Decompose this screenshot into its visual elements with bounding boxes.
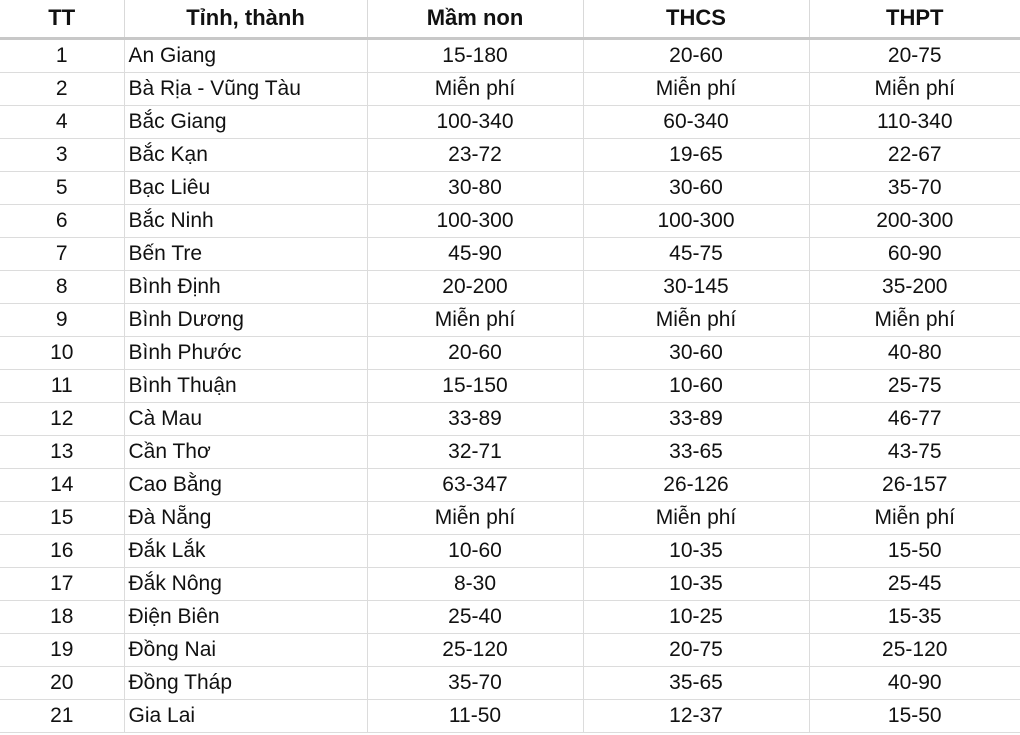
cell-province[interactable]: Đắk Nông xyxy=(124,568,367,601)
cell-province[interactable]: Bà Rịa - Vũng Tàu xyxy=(124,73,367,106)
cell-preschool[interactable]: 23-72 xyxy=(367,139,583,172)
cell-thcs[interactable]: 30-145 xyxy=(583,271,809,304)
cell-tt[interactable]: 5 xyxy=(0,172,124,205)
cell-preschool[interactable]: 30-80 xyxy=(367,172,583,205)
cell-tt[interactable]: 7 xyxy=(0,238,124,271)
cell-preschool[interactable]: Miễn phí xyxy=(367,502,583,535)
cell-tt[interactable]: 14 xyxy=(0,469,124,502)
header-cell-province[interactable]: Tỉnh, thành xyxy=(124,0,367,38)
cell-thpt[interactable]: 25-45 xyxy=(809,568,1020,601)
table-header xyxy=(0,0,1020,39)
cell-tt[interactable]: 16 xyxy=(0,535,124,568)
cell-thcs[interactable]: 33-89 xyxy=(583,403,809,436)
cell-province[interactable]: Bạc Liêu xyxy=(124,172,367,205)
cell-province[interactable]: Bắc Giang xyxy=(124,106,367,139)
cell-preschool[interactable]: 35-70 xyxy=(367,667,583,700)
cell-thpt[interactable]: Miễn phí xyxy=(809,73,1020,106)
cell-thpt[interactable]: 26-157 xyxy=(809,469,1020,502)
cell-province[interactable]: Cao Bằng xyxy=(124,469,367,502)
cell-tt[interactable]: 11 xyxy=(0,370,124,403)
cell-tt[interactable]: 15 xyxy=(0,502,124,535)
cell-thcs[interactable]: 33-65 xyxy=(583,436,809,469)
table-row xyxy=(0,370,1020,403)
header-cell-preschool[interactable]: Mầm non xyxy=(367,0,583,38)
cell-preschool[interactable]: 25-40 xyxy=(367,601,583,634)
cell-thpt[interactable]: 40-90 xyxy=(809,667,1020,700)
cell-province[interactable]: Cà Mau xyxy=(124,403,367,436)
cell-province[interactable]: Bình Phước xyxy=(124,337,367,370)
cell-thpt[interactable]: 25-120 xyxy=(809,634,1020,667)
cell-thcs[interactable]: 26-126 xyxy=(583,469,809,502)
table-row xyxy=(0,502,1020,535)
cell-province[interactable]: Đồng Tháp xyxy=(124,667,367,700)
header-cell-thcs[interactable]: THCS xyxy=(583,0,809,38)
header-cell-thpt[interactable]: THPT xyxy=(809,0,1020,38)
table-row xyxy=(0,667,1020,700)
cell-province[interactable]: Đà Nẵng xyxy=(124,502,367,535)
table-row xyxy=(0,73,1020,106)
cell-thcs[interactable]: 19-65 xyxy=(583,139,809,172)
cell-thcs[interactable]: 100-300 xyxy=(583,205,809,238)
cell-province[interactable]: Bắc Ninh xyxy=(124,205,367,238)
cell-thpt[interactable]: 200-300 xyxy=(809,205,1020,238)
cell-thcs[interactable]: 35-65 xyxy=(583,667,809,700)
cell-province[interactable]: Đồng Nai xyxy=(124,634,367,667)
cell-province[interactable]: Bình Thuận xyxy=(124,370,367,403)
cell-province[interactable]: An Giang xyxy=(124,39,367,73)
cell-thpt[interactable]: 25-75 xyxy=(809,370,1020,403)
table-row xyxy=(0,403,1020,436)
cell-thcs[interactable]: 10-60 xyxy=(583,370,809,403)
table-row xyxy=(0,106,1020,139)
cell-province[interactable]: Bình Định xyxy=(124,271,367,304)
cell-preschool[interactable]: 15-150 xyxy=(367,370,583,403)
table-row xyxy=(0,634,1020,667)
header-cell-tt[interactable]: TT xyxy=(0,0,124,38)
cell-thpt[interactable]: 15-50 xyxy=(809,700,1020,733)
cell-province[interactable]: Bắc Kạn xyxy=(124,139,367,172)
table-row xyxy=(0,337,1020,370)
cell-tt[interactable]: 6 xyxy=(0,205,124,238)
cell-province[interactable]: Điện Biên xyxy=(124,601,367,634)
cell-thcs[interactable]: 20-60 xyxy=(583,39,809,73)
cell-thcs[interactable]: Miễn phí xyxy=(583,502,809,535)
table-row xyxy=(0,535,1020,568)
cell-preschool[interactable]: 8-30 xyxy=(367,568,583,601)
cell-preschool[interactable]: 100-300 xyxy=(367,205,583,238)
cell-thcs[interactable]: 10-35 xyxy=(583,535,809,568)
cell-preschool[interactable]: 20-60 xyxy=(367,337,583,370)
cell-thcs[interactable]: 45-75 xyxy=(583,238,809,271)
cell-province[interactable]: Cần Thơ xyxy=(124,436,367,469)
header-row xyxy=(0,0,1020,39)
cell-tt[interactable]: 21 xyxy=(0,700,124,733)
table-row xyxy=(0,469,1020,502)
table-body xyxy=(0,39,1020,733)
cell-preschool[interactable]: 15-180 xyxy=(367,39,583,73)
cell-preschool[interactable]: 11-50 xyxy=(367,700,583,733)
cell-thpt[interactable]: 20-75 xyxy=(809,39,1020,73)
cell-thpt[interactable]: 22-67 xyxy=(809,139,1020,172)
table-row xyxy=(0,271,1020,304)
cell-thpt[interactable]: 40-80 xyxy=(809,337,1020,370)
cell-province[interactable]: Đắk Lắk xyxy=(124,535,367,568)
cell-preschool[interactable]: Miễn phí xyxy=(367,304,583,337)
cell-tt[interactable]: 18 xyxy=(0,601,124,634)
cell-thpt[interactable]: 43-75 xyxy=(809,436,1020,469)
cell-tt[interactable]: 2 xyxy=(0,73,124,106)
table-row xyxy=(0,238,1020,271)
cell-province[interactable]: Bình Dương xyxy=(124,304,367,337)
cell-tt[interactable]: 3 xyxy=(0,139,124,172)
cell-thcs[interactable]: 10-25 xyxy=(583,601,809,634)
cell-thcs[interactable]: 10-35 xyxy=(583,568,809,601)
cell-preschool[interactable]: Miễn phí xyxy=(367,73,583,106)
table-row xyxy=(0,39,1020,73)
cell-preschool[interactable]: 10-60 xyxy=(367,535,583,568)
table-row xyxy=(0,139,1020,172)
cell-tt[interactable]: 12 xyxy=(0,403,124,436)
cell-tt[interactable]: 1 xyxy=(0,39,124,73)
cell-thpt[interactable]: Miễn phí xyxy=(809,502,1020,535)
table-row xyxy=(0,436,1020,469)
table-row xyxy=(0,172,1020,205)
cell-tt[interactable]: 4 xyxy=(0,106,124,139)
cell-thcs[interactable]: 12-37 xyxy=(583,700,809,733)
cell-tt[interactable]: 10 xyxy=(0,337,124,370)
table-row xyxy=(0,700,1020,733)
cell-thpt[interactable]: 46-77 xyxy=(809,403,1020,436)
cell-thpt[interactable]: Miễn phí xyxy=(809,304,1020,337)
table-row xyxy=(0,568,1020,601)
cell-thpt[interactable]: 15-50 xyxy=(809,535,1020,568)
cell-province[interactable]: Bến Tre xyxy=(124,238,367,271)
cell-preschool[interactable]: 32-71 xyxy=(367,436,583,469)
cell-thpt[interactable]: 60-90 xyxy=(809,238,1020,271)
cell-province[interactable]: Gia Lai xyxy=(124,700,367,733)
cell-thpt[interactable]: 110-340 xyxy=(809,106,1020,139)
cell-tt[interactable]: 17 xyxy=(0,568,124,601)
cell-thpt[interactable]: 15-35 xyxy=(809,601,1020,634)
table-row xyxy=(0,601,1020,634)
cell-preschool[interactable]: 25-120 xyxy=(367,634,583,667)
cell-tt[interactable]: 8 xyxy=(0,271,124,304)
cell-thcs[interactable]: 20-75 xyxy=(583,634,809,667)
table-row xyxy=(0,304,1020,337)
cell-preschool[interactable]: 63-347 xyxy=(367,469,583,502)
cell-thcs[interactable]: 30-60 xyxy=(583,172,809,205)
cell-tt[interactable]: 13 xyxy=(0,436,124,469)
cell-preschool[interactable]: 45-90 xyxy=(367,238,583,271)
cell-tt[interactable]: 20 xyxy=(0,667,124,700)
cell-thpt[interactable]: 35-200 xyxy=(809,271,1020,304)
cell-thpt[interactable]: 35-70 xyxy=(809,172,1020,205)
table-row xyxy=(0,205,1020,238)
cell-preschool[interactable]: 33-89 xyxy=(367,403,583,436)
cell-preschool[interactable]: 100-340 xyxy=(367,106,583,139)
cell-thcs[interactable]: Miễn phí xyxy=(583,73,809,106)
cell-preschool[interactable]: 20-200 xyxy=(367,271,583,304)
cell-tt[interactable]: 9 xyxy=(0,304,124,337)
cell-thcs[interactable]: 30-60 xyxy=(583,337,809,370)
cell-thcs[interactable]: 60-340 xyxy=(583,106,809,139)
cell-tt[interactable]: 19 xyxy=(0,634,124,667)
cell-thcs[interactable]: Miễn phí xyxy=(583,304,809,337)
